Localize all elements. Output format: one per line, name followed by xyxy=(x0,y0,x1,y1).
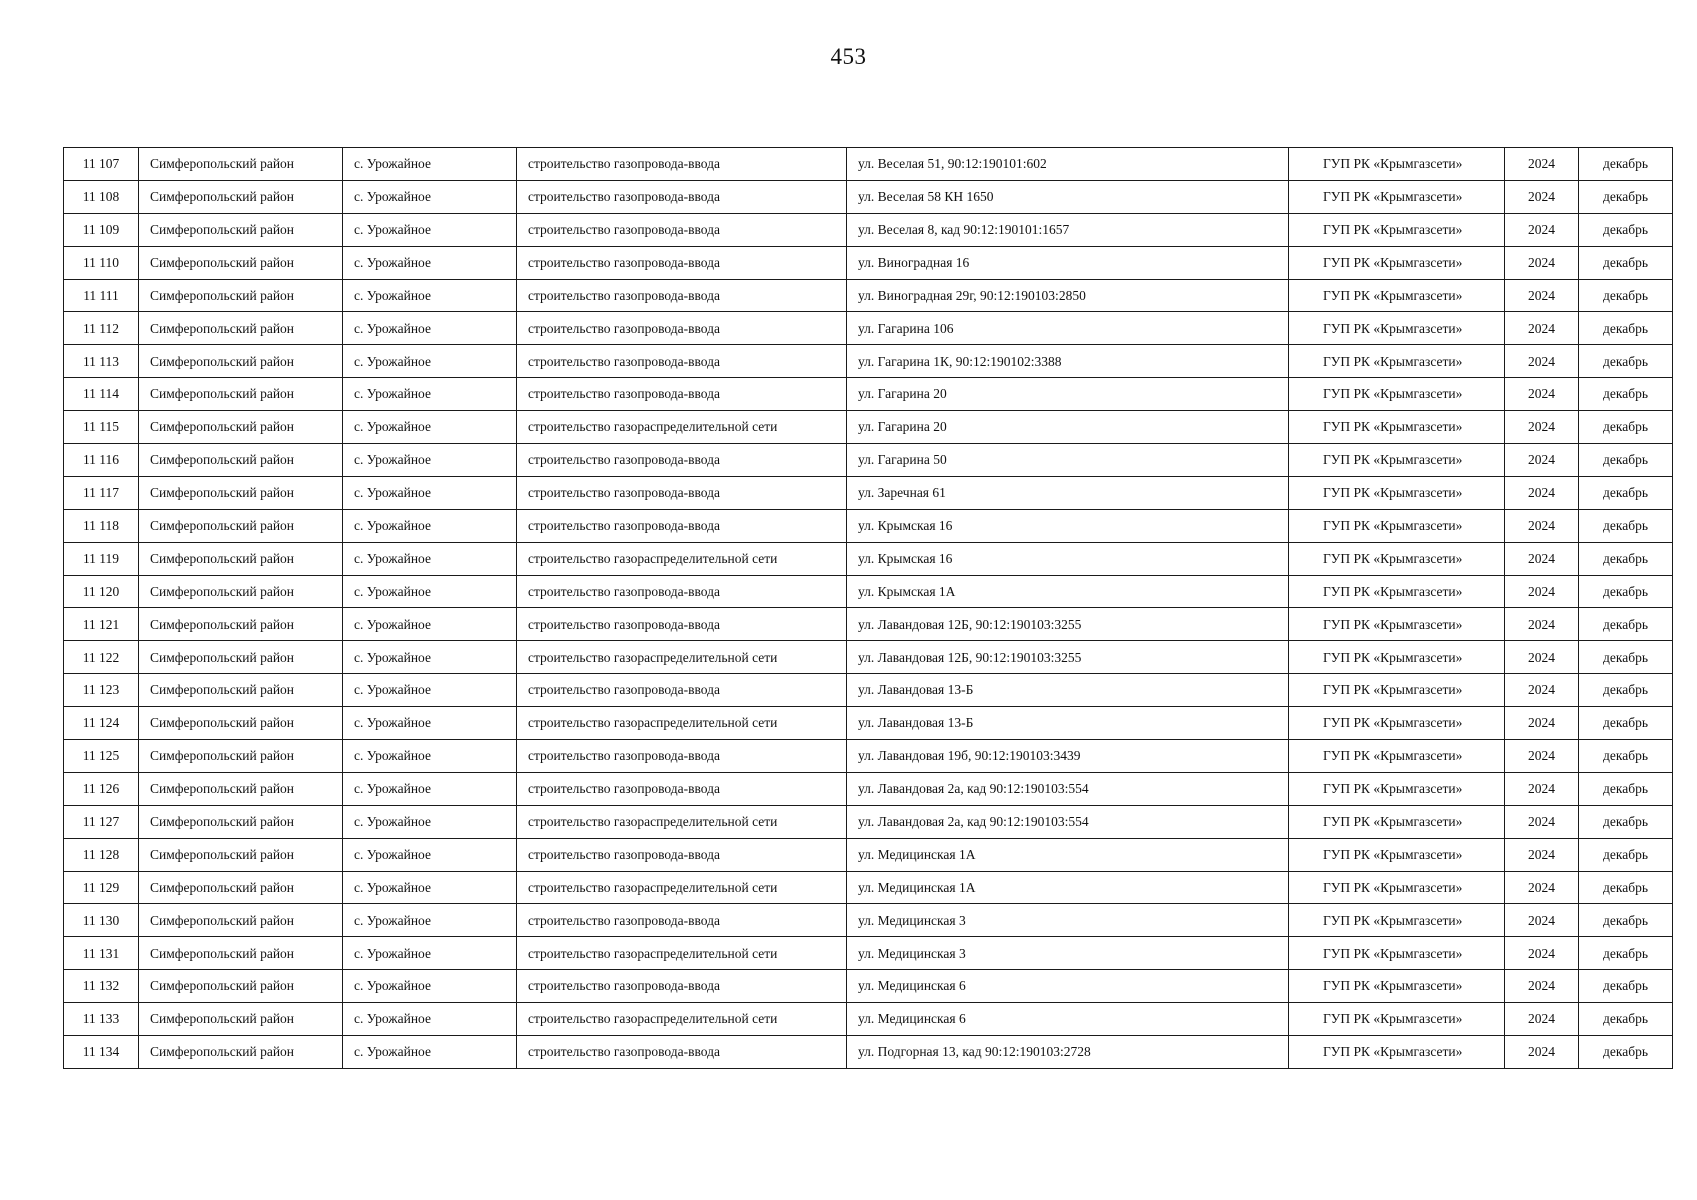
district-cell: Симферопольский район xyxy=(139,740,343,773)
organization-cell: ГУП РК «Крымгазсети» xyxy=(1289,838,1505,871)
work-type-cell: строительство газопровода-ввода xyxy=(517,213,847,246)
row-number: 11 113 xyxy=(64,345,139,378)
district-cell: Симферопольский район xyxy=(139,476,343,509)
district-cell: Симферопольский район xyxy=(139,180,343,213)
year-cell: 2024 xyxy=(1505,542,1579,575)
organization-cell: ГУП РК «Крымгазсети» xyxy=(1289,904,1505,937)
settlement-cell: с. Урожайное xyxy=(343,246,517,279)
table-row xyxy=(64,805,1673,838)
settlement-cell: с. Урожайное xyxy=(343,312,517,345)
address-cell: ул. Медицинская 3 xyxy=(847,904,1289,937)
organization-cell: ГУП РК «Крымгазсети» xyxy=(1289,411,1505,444)
month-cell: декабрь xyxy=(1579,345,1673,378)
month-cell: декабрь xyxy=(1579,444,1673,477)
month-cell: декабрь xyxy=(1579,378,1673,411)
table-row xyxy=(64,246,1673,279)
work-type-cell: строительство газопровода-ввода xyxy=(517,246,847,279)
year-cell: 2024 xyxy=(1505,838,1579,871)
work-type-cell: строительство газопровода-ввода xyxy=(517,674,847,707)
address-cell: ул. Лавандовая 2а, кад 90:12:190103:554 xyxy=(847,805,1289,838)
month-cell: декабрь xyxy=(1579,279,1673,312)
work-type-cell: строительство газопровода-ввода xyxy=(517,476,847,509)
row-number: 11 112 xyxy=(64,312,139,345)
table-row xyxy=(64,542,1673,575)
year-cell: 2024 xyxy=(1505,871,1579,904)
table-row xyxy=(64,312,1673,345)
year-cell: 2024 xyxy=(1505,575,1579,608)
table-row xyxy=(64,378,1673,411)
district-cell: Симферопольский район xyxy=(139,1003,343,1036)
row-number: 11 121 xyxy=(64,608,139,641)
district-cell: Симферопольский район xyxy=(139,444,343,477)
year-cell: 2024 xyxy=(1505,970,1579,1003)
address-cell: ул. Виноградная 29г, 90:12:190103:2850 xyxy=(847,279,1289,312)
organization-cell: ГУП РК «Крымгазсети» xyxy=(1289,476,1505,509)
row-number: 11 108 xyxy=(64,180,139,213)
table-row xyxy=(64,180,1673,213)
address-cell: ул. Гагарина 20 xyxy=(847,378,1289,411)
work-type-cell: строительство газораспределительной сети xyxy=(517,641,847,674)
year-cell: 2024 xyxy=(1505,312,1579,345)
table-body xyxy=(64,148,1673,1069)
district-cell: Симферопольский район xyxy=(139,937,343,970)
work-type-cell: строительство газопровода-ввода xyxy=(517,740,847,773)
table-row xyxy=(64,740,1673,773)
year-cell: 2024 xyxy=(1505,1036,1579,1069)
district-cell: Симферопольский район xyxy=(139,509,343,542)
district-cell: Симферопольский район xyxy=(139,312,343,345)
work-type-cell: строительство газораспределительной сети xyxy=(517,707,847,740)
district-cell: Симферопольский район xyxy=(139,641,343,674)
month-cell: декабрь xyxy=(1579,674,1673,707)
address-cell: ул. Гагарина 106 xyxy=(847,312,1289,345)
row-number: 11 114 xyxy=(64,378,139,411)
year-cell: 2024 xyxy=(1505,608,1579,641)
table-row xyxy=(64,641,1673,674)
gas-works-table xyxy=(63,147,1673,1069)
row-number: 11 132 xyxy=(64,970,139,1003)
organization-cell: ГУП РК «Крымгазсети» xyxy=(1289,180,1505,213)
settlement-cell: с. Урожайное xyxy=(343,542,517,575)
year-cell: 2024 xyxy=(1505,674,1579,707)
work-type-cell: строительство газораспределительной сети xyxy=(517,1003,847,1036)
address-cell: ул. Виноградная 16 xyxy=(847,246,1289,279)
district-cell: Симферопольский район xyxy=(139,674,343,707)
month-cell: декабрь xyxy=(1579,476,1673,509)
work-type-cell: строительство газораспределительной сети xyxy=(517,411,847,444)
month-cell: декабрь xyxy=(1579,1036,1673,1069)
settlement-cell: с. Урожайное xyxy=(343,904,517,937)
row-number: 11 129 xyxy=(64,871,139,904)
settlement-cell: с. Урожайное xyxy=(343,575,517,608)
address-cell: ул. Веселая 51, 90:12:190101:602 xyxy=(847,148,1289,181)
work-type-cell: строительство газораспределительной сети xyxy=(517,871,847,904)
organization-cell: ГУП РК «Крымгазсети» xyxy=(1289,213,1505,246)
month-cell: декабрь xyxy=(1579,641,1673,674)
month-cell: декабрь xyxy=(1579,707,1673,740)
year-cell: 2024 xyxy=(1505,740,1579,773)
work-type-cell: строительство газопровода-ввода xyxy=(517,444,847,477)
month-cell: декабрь xyxy=(1579,1003,1673,1036)
row-number: 11 131 xyxy=(64,937,139,970)
table-row xyxy=(64,444,1673,477)
address-cell: ул. Лавандовая 2а, кад 90:12:190103:554 xyxy=(847,772,1289,805)
address-cell: ул. Медицинская 1А xyxy=(847,871,1289,904)
table-row xyxy=(64,707,1673,740)
address-cell: ул. Лавандовая 12Б, 90:12:190103:3255 xyxy=(847,608,1289,641)
year-cell: 2024 xyxy=(1505,707,1579,740)
organization-cell: ГУП РК «Крымгазсети» xyxy=(1289,707,1505,740)
organization-cell: ГУП РК «Крымгазсети» xyxy=(1289,772,1505,805)
organization-cell: ГУП РК «Крымгазсети» xyxy=(1289,871,1505,904)
settlement-cell: с. Урожайное xyxy=(343,378,517,411)
row-number: 11 126 xyxy=(64,772,139,805)
month-cell: декабрь xyxy=(1579,937,1673,970)
year-cell: 2024 xyxy=(1505,180,1579,213)
table-row xyxy=(64,904,1673,937)
settlement-cell: с. Урожайное xyxy=(343,1003,517,1036)
table-row xyxy=(64,838,1673,871)
year-cell: 2024 xyxy=(1505,411,1579,444)
address-cell: ул. Гагарина 1К, 90:12:190102:3388 xyxy=(847,345,1289,378)
organization-cell: ГУП РК «Крымгазсети» xyxy=(1289,345,1505,378)
settlement-cell: с. Урожайное xyxy=(343,444,517,477)
settlement-cell: с. Урожайное xyxy=(343,148,517,181)
year-cell: 2024 xyxy=(1505,279,1579,312)
district-cell: Симферопольский район xyxy=(139,279,343,312)
month-cell: декабрь xyxy=(1579,772,1673,805)
month-cell: декабрь xyxy=(1579,805,1673,838)
district-cell: Симферопольский район xyxy=(139,411,343,444)
table-row xyxy=(64,213,1673,246)
row-number: 11 123 xyxy=(64,674,139,707)
organization-cell: ГУП РК «Крымгазсети» xyxy=(1289,1003,1505,1036)
month-cell: декабрь xyxy=(1579,838,1673,871)
table-row xyxy=(64,871,1673,904)
settlement-cell: с. Урожайное xyxy=(343,805,517,838)
settlement-cell: с. Урожайное xyxy=(343,674,517,707)
address-cell: ул. Лавандовая 13-Б xyxy=(847,707,1289,740)
address-cell: ул. Лавандовая 12Б, 90:12:190103:3255 xyxy=(847,641,1289,674)
month-cell: декабрь xyxy=(1579,246,1673,279)
row-number: 11 134 xyxy=(64,1036,139,1069)
month-cell: декабрь xyxy=(1579,509,1673,542)
address-cell: ул. Гагарина 20 xyxy=(847,411,1289,444)
year-cell: 2024 xyxy=(1505,937,1579,970)
table-row xyxy=(64,411,1673,444)
table-row xyxy=(64,970,1673,1003)
settlement-cell: с. Урожайное xyxy=(343,871,517,904)
organization-cell: ГУП РК «Крымгазсети» xyxy=(1289,740,1505,773)
work-type-cell: строительство газопровода-ввода xyxy=(517,378,847,411)
row-number: 11 117 xyxy=(64,476,139,509)
organization-cell: ГУП РК «Крымгазсети» xyxy=(1289,246,1505,279)
work-type-cell: строительство газопровода-ввода xyxy=(517,180,847,213)
year-cell: 2024 xyxy=(1505,444,1579,477)
year-cell: 2024 xyxy=(1505,1003,1579,1036)
work-type-cell: строительство газопровода-ввода xyxy=(517,575,847,608)
organization-cell: ГУП РК «Крымгазсети» xyxy=(1289,279,1505,312)
district-cell: Симферопольский район xyxy=(139,707,343,740)
district-cell: Симферопольский район xyxy=(139,1036,343,1069)
settlement-cell: с. Урожайное xyxy=(343,509,517,542)
district-cell: Симферопольский район xyxy=(139,542,343,575)
year-cell: 2024 xyxy=(1505,805,1579,838)
organization-cell: ГУП РК «Крымгазсети» xyxy=(1289,444,1505,477)
work-type-cell: строительство газопровода-ввода xyxy=(517,279,847,312)
row-number: 11 130 xyxy=(64,904,139,937)
organization-cell: ГУП РК «Крымгазсети» xyxy=(1289,509,1505,542)
district-cell: Симферопольский район xyxy=(139,575,343,608)
work-type-cell: строительство газопровода-ввода xyxy=(517,838,847,871)
work-type-cell: строительство газопровода-ввода xyxy=(517,970,847,1003)
table-row xyxy=(64,345,1673,378)
row-number: 11 118 xyxy=(64,509,139,542)
row-number: 11 115 xyxy=(64,411,139,444)
settlement-cell: с. Урожайное xyxy=(343,608,517,641)
organization-cell: ГУП РК «Крымгазсети» xyxy=(1289,378,1505,411)
district-cell: Симферопольский район xyxy=(139,345,343,378)
settlement-cell: с. Урожайное xyxy=(343,1036,517,1069)
month-cell: декабрь xyxy=(1579,871,1673,904)
work-type-cell: строительство газопровода-ввода xyxy=(517,148,847,181)
month-cell: декабрь xyxy=(1579,148,1673,181)
address-cell: ул. Веселая 8, кад 90:12:190101:1657 xyxy=(847,213,1289,246)
organization-cell: ГУП РК «Крымгазсети» xyxy=(1289,575,1505,608)
organization-cell: ГУП РК «Крымгазсети» xyxy=(1289,608,1505,641)
address-cell: ул. Медицинская 1А xyxy=(847,838,1289,871)
table-row xyxy=(64,509,1673,542)
district-cell: Симферопольский район xyxy=(139,838,343,871)
month-cell: декабрь xyxy=(1579,740,1673,773)
work-type-cell: строительство газопровода-ввода xyxy=(517,904,847,937)
organization-cell: ГУП РК «Крымгазсети» xyxy=(1289,542,1505,575)
year-cell: 2024 xyxy=(1505,476,1579,509)
district-cell: Симферопольский район xyxy=(139,904,343,937)
settlement-cell: с. Урожайное xyxy=(343,970,517,1003)
address-cell: ул. Заречная 61 xyxy=(847,476,1289,509)
work-type-cell: строительство газопровода-ввода xyxy=(517,1036,847,1069)
settlement-cell: с. Урожайное xyxy=(343,345,517,378)
district-cell: Симферопольский район xyxy=(139,772,343,805)
month-cell: декабрь xyxy=(1579,542,1673,575)
work-type-cell: строительство газопровода-ввода xyxy=(517,772,847,805)
row-number: 11 107 xyxy=(64,148,139,181)
year-cell: 2024 xyxy=(1505,148,1579,181)
table-row xyxy=(64,937,1673,970)
table-row xyxy=(64,772,1673,805)
settlement-cell: с. Урожайное xyxy=(343,772,517,805)
address-cell: ул. Крымская 16 xyxy=(847,542,1289,575)
table-row xyxy=(64,608,1673,641)
work-type-cell: строительство газопровода-ввода xyxy=(517,345,847,378)
month-cell: декабрь xyxy=(1579,970,1673,1003)
month-cell: декабрь xyxy=(1579,213,1673,246)
address-cell: ул. Веселая 58 КН 1650 xyxy=(847,180,1289,213)
work-type-cell: строительство газопровода-ввода xyxy=(517,608,847,641)
settlement-cell: с. Урожайное xyxy=(343,411,517,444)
organization-cell: ГУП РК «Крымгазсети» xyxy=(1289,937,1505,970)
year-cell: 2024 xyxy=(1505,904,1579,937)
district-cell: Симферопольский район xyxy=(139,148,343,181)
year-cell: 2024 xyxy=(1505,378,1579,411)
address-cell: ул. Крымская 1А xyxy=(847,575,1289,608)
table-row xyxy=(64,575,1673,608)
row-number: 11 124 xyxy=(64,707,139,740)
row-number: 11 111 xyxy=(64,279,139,312)
work-type-cell: строительство газопровода-ввода xyxy=(517,312,847,345)
row-number: 11 116 xyxy=(64,444,139,477)
work-type-cell: строительство газораспределительной сети xyxy=(517,805,847,838)
month-cell: декабрь xyxy=(1579,608,1673,641)
row-number: 11 127 xyxy=(64,805,139,838)
settlement-cell: с. Урожайное xyxy=(343,476,517,509)
work-type-cell: строительство газопровода-ввода xyxy=(517,509,847,542)
district-cell: Симферопольский район xyxy=(139,378,343,411)
row-number: 11 109 xyxy=(64,213,139,246)
table-row xyxy=(64,1036,1673,1069)
address-cell: ул. Медицинская 3 xyxy=(847,937,1289,970)
organization-cell: ГУП РК «Крымгазсети» xyxy=(1289,674,1505,707)
settlement-cell: с. Урожайное xyxy=(343,180,517,213)
settlement-cell: с. Урожайное xyxy=(343,279,517,312)
row-number: 11 110 xyxy=(64,246,139,279)
settlement-cell: с. Урожайное xyxy=(343,707,517,740)
row-number: 11 125 xyxy=(64,740,139,773)
district-cell: Симферопольский район xyxy=(139,608,343,641)
district-cell: Симферопольский район xyxy=(139,970,343,1003)
year-cell: 2024 xyxy=(1505,772,1579,805)
month-cell: декабрь xyxy=(1579,575,1673,608)
row-number: 11 120 xyxy=(64,575,139,608)
year-cell: 2024 xyxy=(1505,345,1579,378)
settlement-cell: с. Урожайное xyxy=(343,641,517,674)
work-type-cell: строительство газораспределительной сети xyxy=(517,542,847,575)
settlement-cell: с. Урожайное xyxy=(343,838,517,871)
settlement-cell: с. Урожайное xyxy=(343,937,517,970)
table-row xyxy=(64,476,1673,509)
table-row xyxy=(64,148,1673,181)
organization-cell: ГУП РК «Крымгазсети» xyxy=(1289,641,1505,674)
table-row xyxy=(64,279,1673,312)
address-cell: ул. Медицинская 6 xyxy=(847,970,1289,1003)
address-cell: ул. Лавандовая 13-Б xyxy=(847,674,1289,707)
year-cell: 2024 xyxy=(1505,641,1579,674)
organization-cell: ГУП РК «Крымгазсети» xyxy=(1289,312,1505,345)
row-number: 11 133 xyxy=(64,1003,139,1036)
row-number: 11 122 xyxy=(64,641,139,674)
settlement-cell: с. Урожайное xyxy=(343,213,517,246)
address-cell: ул. Гагарина 50 xyxy=(847,444,1289,477)
address-cell: ул. Подгорная 13, кад 90:12:190103:2728 xyxy=(847,1036,1289,1069)
month-cell: декабрь xyxy=(1579,904,1673,937)
organization-cell: ГУП РК «Крымгазсети» xyxy=(1289,970,1505,1003)
address-cell: ул. Крымская 16 xyxy=(847,509,1289,542)
organization-cell: ГУП РК «Крымгазсети» xyxy=(1289,1036,1505,1069)
district-cell: Симферопольский район xyxy=(139,871,343,904)
month-cell: декабрь xyxy=(1579,312,1673,345)
year-cell: 2024 xyxy=(1505,509,1579,542)
district-cell: Симферопольский район xyxy=(139,805,343,838)
organization-cell: ГУП РК «Крымгазсети» xyxy=(1289,148,1505,181)
year-cell: 2024 xyxy=(1505,246,1579,279)
district-cell: Симферопольский район xyxy=(139,213,343,246)
address-cell: ул. Лавандовая 19б, 90:12:190103:3439 xyxy=(847,740,1289,773)
month-cell: декабрь xyxy=(1579,180,1673,213)
page-number: 453 xyxy=(830,44,867,69)
year-cell: 2024 xyxy=(1505,213,1579,246)
address-cell: ул. Медицинская 6 xyxy=(847,1003,1289,1036)
organization-cell: ГУП РК «Крымгазсети» xyxy=(1289,805,1505,838)
settlement-cell: с. Урожайное xyxy=(343,740,517,773)
row-number: 11 119 xyxy=(64,542,139,575)
month-cell: декабрь xyxy=(1579,411,1673,444)
work-type-cell: строительство газораспределительной сети xyxy=(517,937,847,970)
table-row xyxy=(64,1003,1673,1036)
row-number: 11 128 xyxy=(64,838,139,871)
district-cell: Симферопольский район xyxy=(139,246,343,279)
table-row xyxy=(64,674,1673,707)
